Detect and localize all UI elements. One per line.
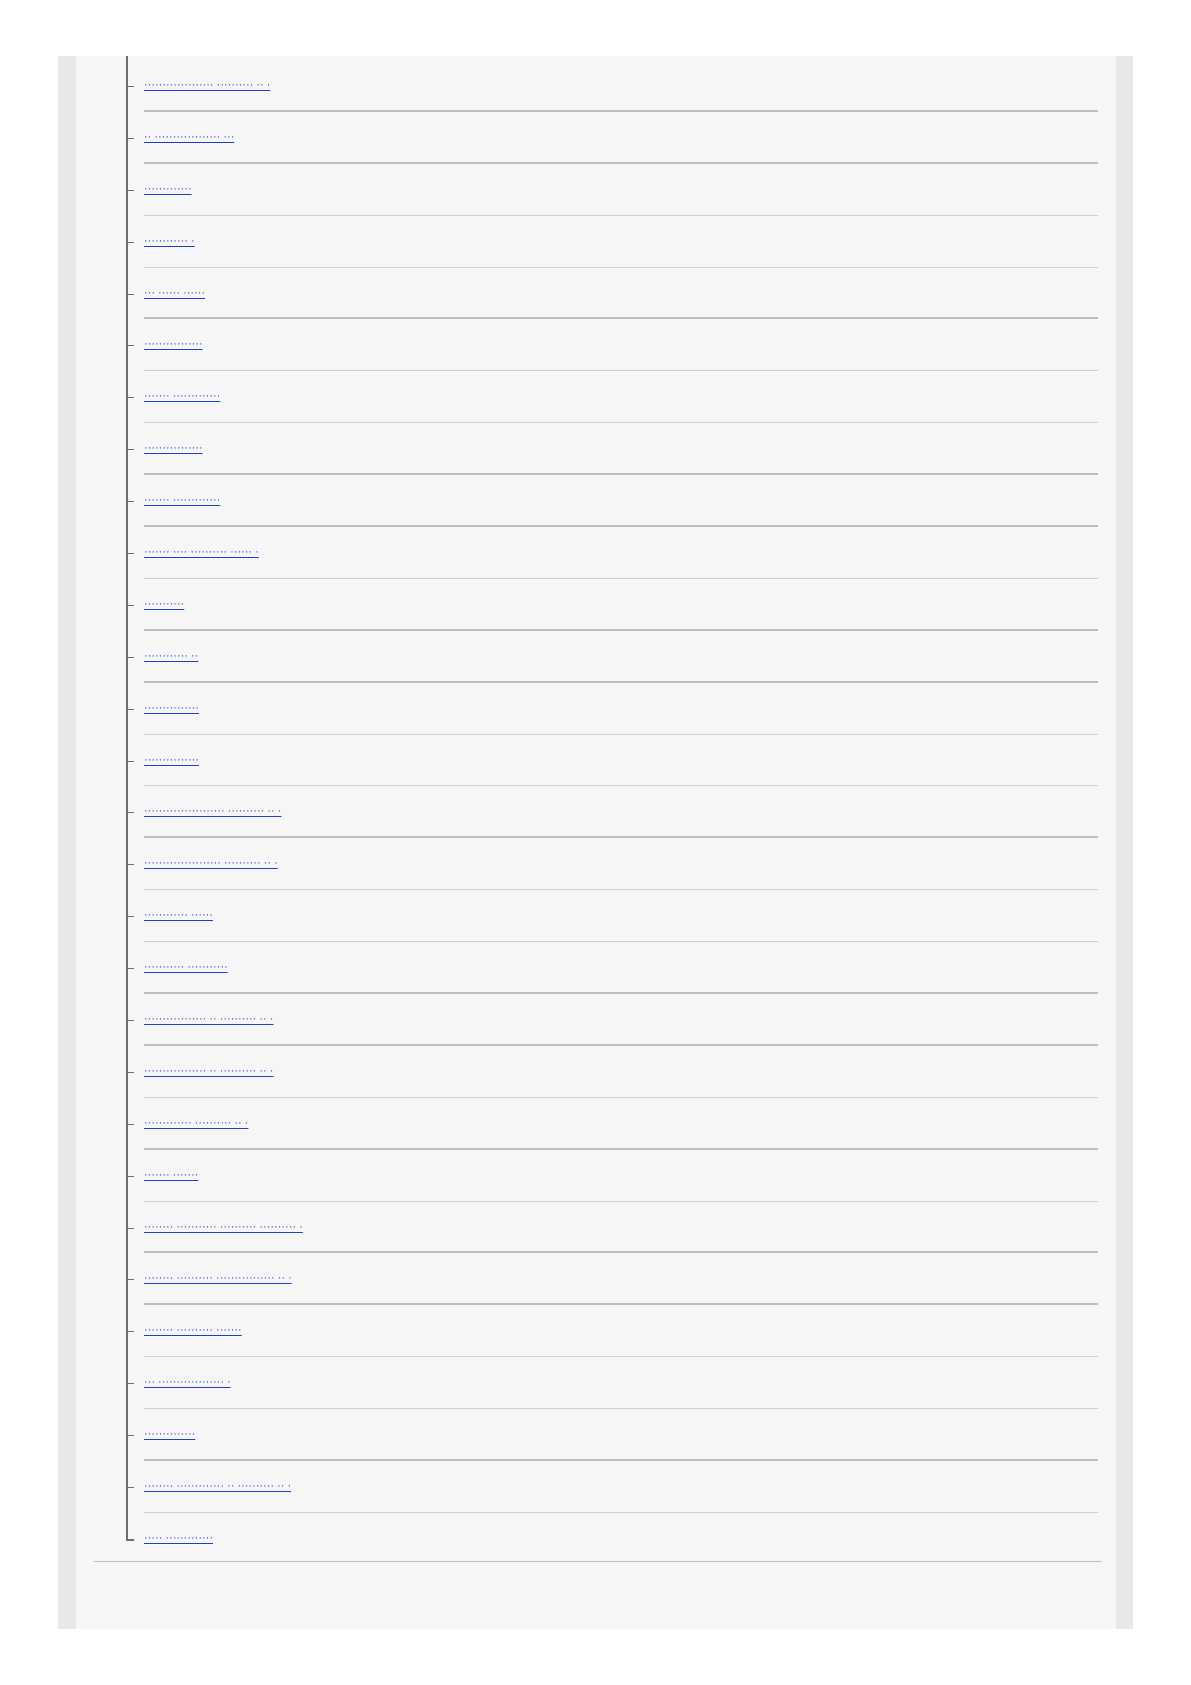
toc-item [128,1409,1098,1461]
bottom-divider [94,1561,1102,1562]
tree-tick [128,1539,134,1540]
toc-link[interactable]: ············ ·· [144,649,199,662]
toc-item [128,60,1098,112]
toc-link[interactable]: ············ · [144,234,195,247]
toc-link[interactable]: ······· ············· [144,390,221,403]
toc-item [128,994,1098,1046]
toc-link[interactable]: ········ ··········· ·········· ·········· · [144,1220,303,1233]
toc-item [128,786,1098,838]
toc-item [128,112,1098,164]
toc-item [128,1357,1098,1409]
toc-item [128,268,1098,320]
toc-link[interactable]: ················ [144,442,203,455]
tree-tick [128,1383,134,1384]
tree-tick [128,1176,134,1177]
toc-item [128,1202,1098,1254]
toc-link[interactable]: ··········· [144,597,185,610]
toc-link[interactable]: ··············· [144,701,199,714]
toc-link[interactable]: ············· [144,182,192,195]
tree-tick [128,553,134,554]
toc-link[interactable]: ·· ·················· ··· [144,130,235,143]
toc-item [128,475,1098,527]
toc-link[interactable]: ············· ·········· ·· · [144,1116,249,1129]
toc-link[interactable]: ······················ ·········· ·· · [144,805,282,818]
toc-item [128,735,1098,787]
toc-link[interactable]: ········ ·········· ······· [144,1324,242,1337]
toc-item [128,216,1098,268]
toc-link[interactable]: ················· ·· ·········· ·· · [144,1013,274,1026]
tree-tick [128,657,134,658]
toc-link[interactable]: ··········· ··········· [144,961,228,974]
toc-item [128,1305,1098,1357]
tree-tick [128,1487,134,1488]
toc-item [128,423,1098,475]
tree-tick [128,449,134,450]
tree-tick [128,1279,134,1280]
toc-link[interactable]: ··· ······ ······ [144,286,206,299]
toc-link[interactable]: ·············· [144,1428,196,1441]
tree-tick [128,397,134,398]
tree-tick [128,1124,134,1125]
tree-tick [128,916,134,917]
toc-item [128,1046,1098,1098]
toc-link[interactable]: ··············· [144,753,199,766]
toc-item [128,319,1098,371]
toc-item [128,838,1098,890]
tree-tick [128,1435,134,1436]
toc-link[interactable]: ············ ······ [144,909,213,922]
toc-link[interactable]: ··················· ·········· ·· · [144,79,271,91]
toc-link[interactable]: ······· ············· [144,494,221,507]
toc-link[interactable]: ····· ············· [144,1531,213,1544]
toc-item [128,579,1098,631]
tree-tick [128,138,134,139]
toc-item [128,164,1098,216]
toc-item [128,1150,1098,1202]
toc-link[interactable]: ····················· ·········· ·· · [144,857,278,870]
tree-tick [128,1020,134,1021]
toc-item [128,890,1098,942]
toc-list [128,60,1098,1565]
tree-tick [128,294,134,295]
toc-link[interactable]: ········ ·········· ················ ·· · [144,1272,292,1285]
toc-link[interactable]: ················· ·· ·········· ·· · [144,1064,274,1077]
tree-tick [128,1331,134,1332]
tree-tick [128,190,134,191]
toc-item [128,631,1098,683]
toc-link[interactable]: ······· ······· [144,1168,199,1181]
toc-item [128,371,1098,423]
toc-item [128,683,1098,735]
tree-tick [128,864,134,865]
toc-link[interactable]: ········ ············· ·· ·········· ·· · [144,1480,292,1493]
toc-item [128,942,1098,994]
toc-item [128,527,1098,579]
toc-link[interactable]: ··· ·················· · [144,1376,231,1389]
toc-item [128,1513,1098,1565]
tree-tick [128,709,134,710]
tree-tick [128,86,134,87]
toc-link[interactable]: ················ [144,338,203,351]
tree-tick [128,605,134,606]
toc-link[interactable]: ······· ···· ·········· ······ · [144,546,259,559]
toc-item [128,1461,1098,1513]
tree-tick [128,761,134,762]
toc-item [128,1098,1098,1150]
tree-tick [128,968,134,969]
tree-tick [128,812,134,813]
toc-item [128,1253,1098,1305]
tree-tick [128,1228,134,1229]
tree-tick [128,345,134,346]
tree-tick [128,1072,134,1073]
tree-tick [128,242,134,243]
tree-tick [128,501,134,502]
